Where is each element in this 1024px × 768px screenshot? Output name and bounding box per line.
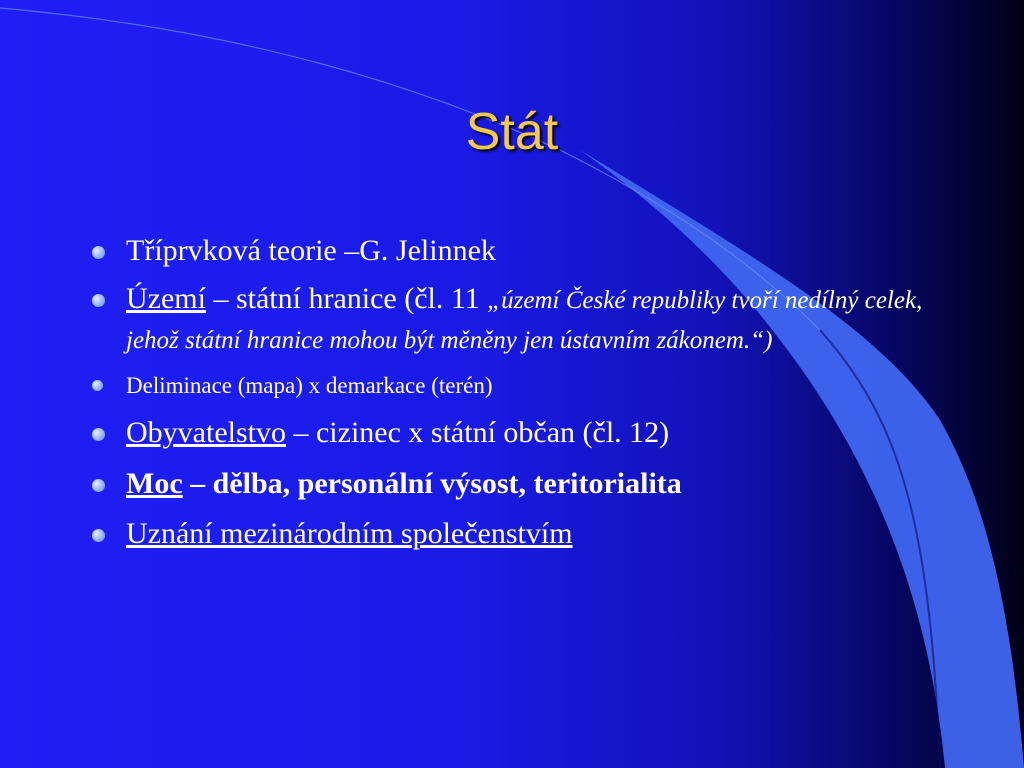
bullet-text: Tříprvková teorie –G. Jelinnek [126,234,496,267]
bullet-item [92,371,952,400]
bullet-item [92,465,952,503]
slide-title: Stát [465,103,559,161]
bullet-icon [92,380,103,391]
bullet-text: Deliminace (mapa) x demarkace (terén) [126,372,493,398]
bullet-item [92,414,952,452]
term-obyvatelstvo-link[interactable]: Obyvatelstvo [126,416,286,450]
bullet-text: – dělba, personální výsost, teritorialita [182,466,682,500]
term-uznani-link[interactable]: Uznání mezinárodním společenstvím [126,517,573,551]
bullet-icon [92,246,105,259]
bullet-item [92,232,952,270]
bullet-icon [92,294,105,307]
constitution-quote: „území České republiky tvoří nedílný celek, jehož státní hranice mohou být měněny jen ústavním zákonem.“) [126,287,923,354]
bullet-item [92,280,952,359]
bullet-list [92,232,952,554]
bullet-text: – cizinec x státní občan (čl. 12) [285,416,670,450]
bullet-icon [92,529,105,542]
bullet-icon [92,428,105,441]
bullet-text: – státní hranice (čl. 11 [205,282,488,316]
term-uzemi-link[interactable]: Území [126,282,206,316]
bullet-icon [92,479,105,492]
term-moc-link[interactable]: Moc [126,466,183,500]
bullet-item [92,515,952,553]
